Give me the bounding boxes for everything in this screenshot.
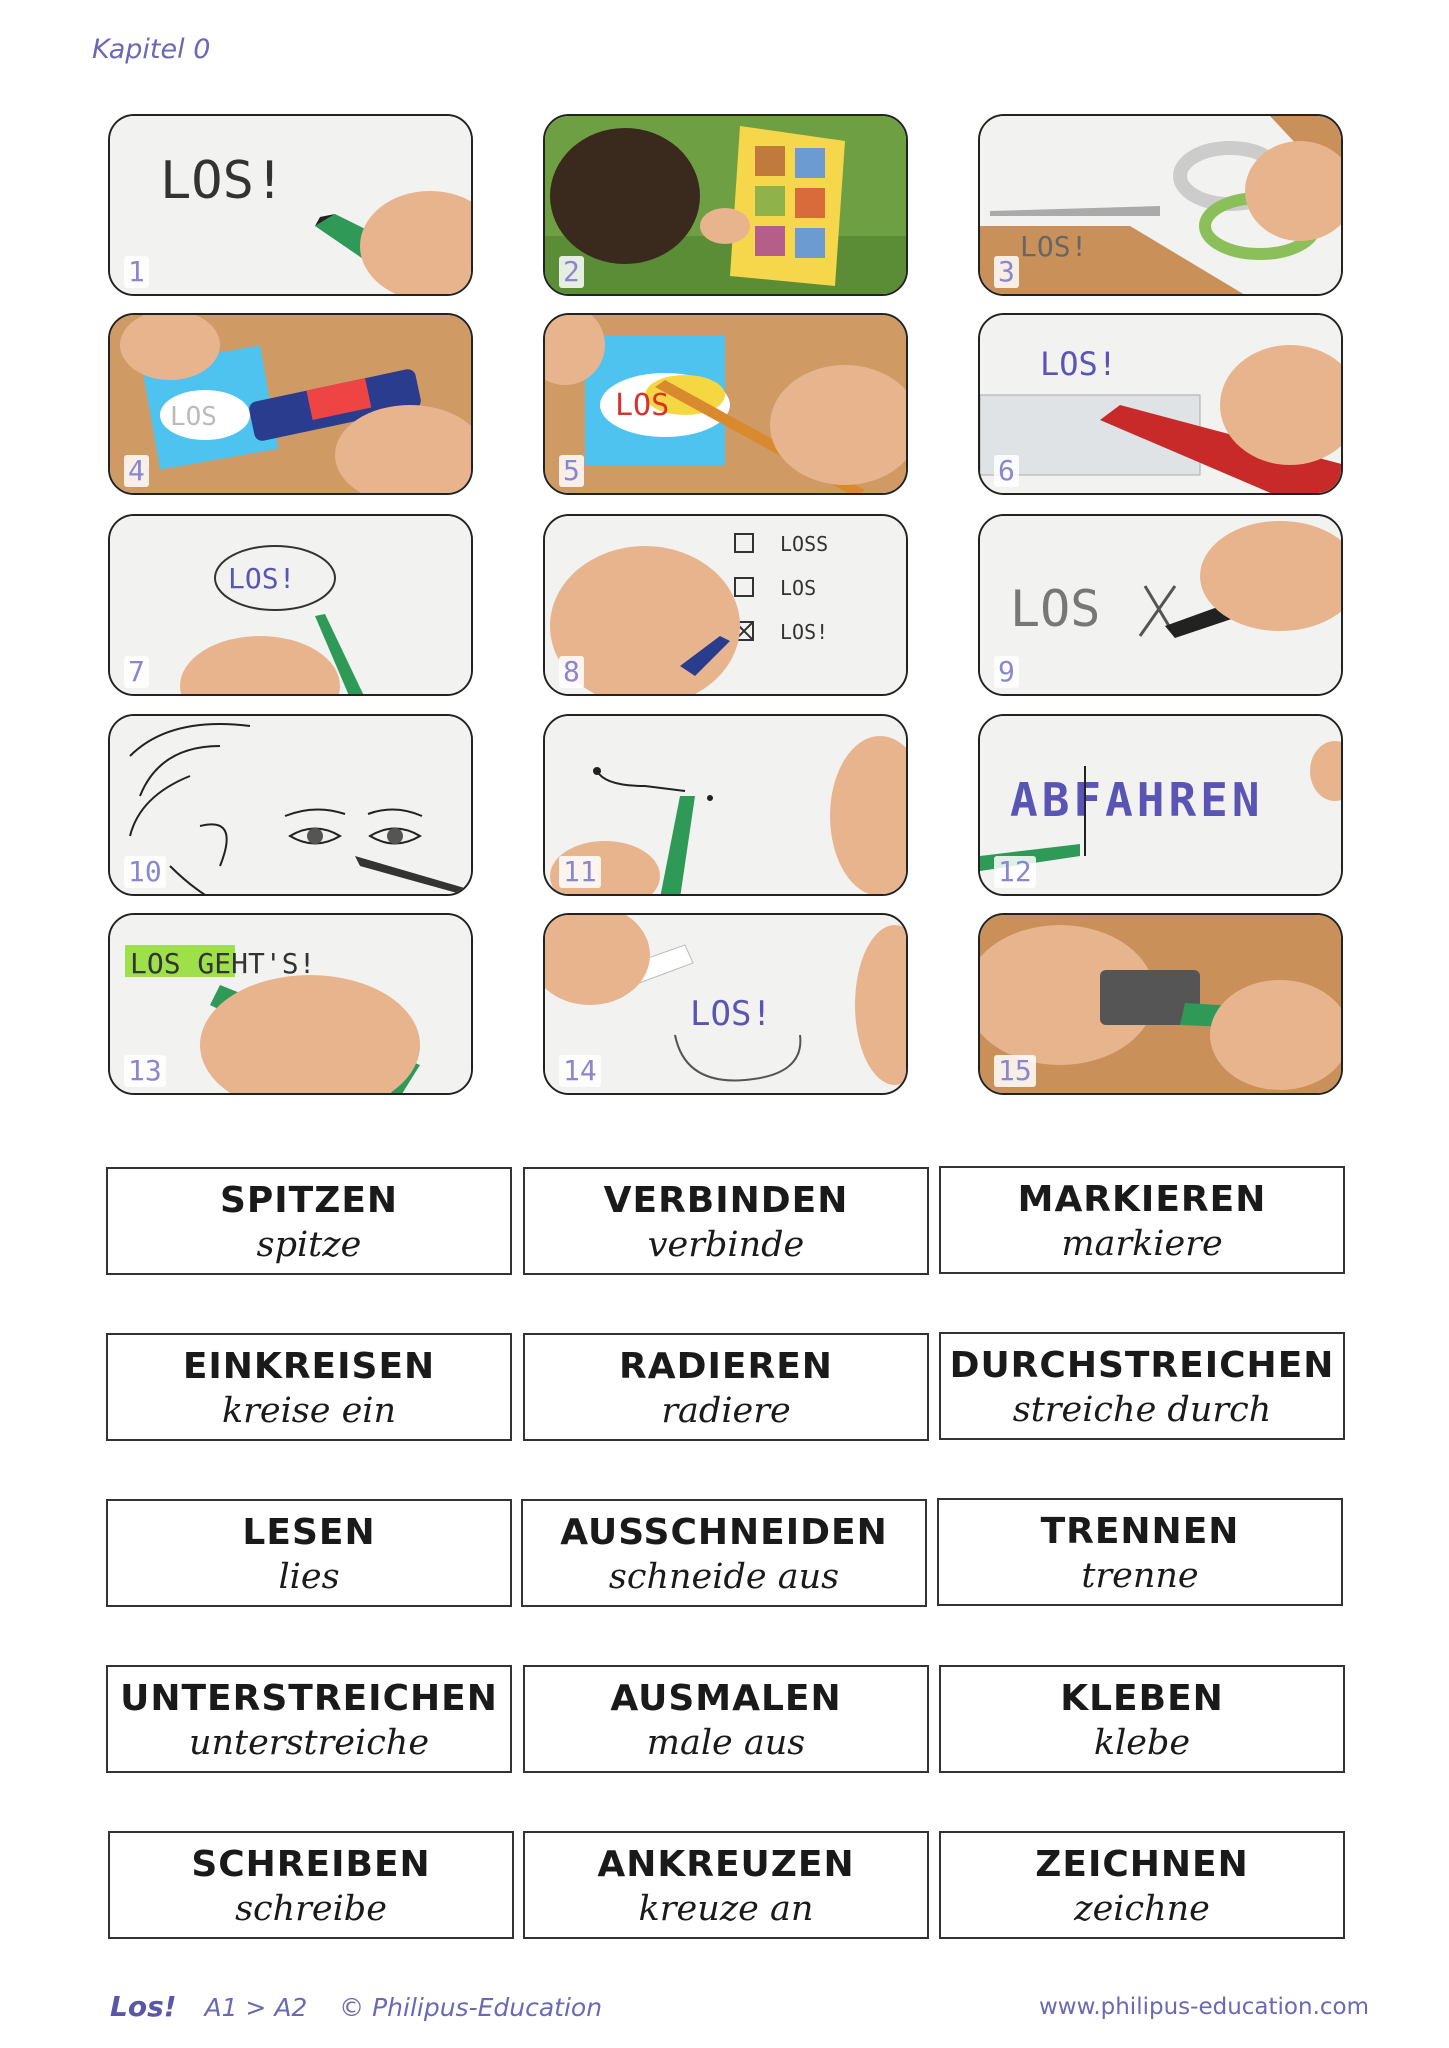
photo-5-written-word: LOS bbox=[615, 388, 670, 423]
verb-imperative: zeichne bbox=[1074, 1889, 1210, 1929]
verb-imperative: markiere bbox=[1061, 1224, 1223, 1264]
verb-card-verbinden bbox=[523, 1167, 929, 1275]
photo-4-illustration bbox=[110, 315, 473, 495]
photo-3-illustration bbox=[980, 116, 1343, 296]
photo-number: 5 bbox=[559, 455, 584, 487]
photo-8-option-3: LOS! bbox=[780, 620, 829, 644]
verb-card-durchstreichen bbox=[939, 1332, 1345, 1440]
photo-8-illustration bbox=[545, 516, 908, 696]
verb-card-zeichnen bbox=[939, 1831, 1345, 1939]
verb-imperative: lies bbox=[278, 1557, 340, 1597]
photo-number: 8 bbox=[559, 656, 584, 688]
verb-card-trennen bbox=[937, 1498, 1343, 1606]
verb-card-markieren bbox=[939, 1166, 1345, 1274]
photo-number: 6 bbox=[994, 455, 1019, 487]
photo-10-draw bbox=[108, 714, 473, 896]
photo-13-written-word: LOS GEHT'S! bbox=[130, 947, 316, 980]
verb-infinitive: KLEBEN bbox=[1060, 1678, 1224, 1719]
verb-imperative: streiche durch bbox=[1012, 1390, 1272, 1430]
verb-imperative: male aus bbox=[646, 1723, 806, 1763]
photo-number: 3 bbox=[994, 256, 1019, 288]
verb-infinitive: SPITZEN bbox=[219, 1180, 399, 1221]
verb-card-einkreisen bbox=[106, 1333, 512, 1441]
verb-infinitive: AUSMALEN bbox=[610, 1678, 842, 1719]
verb-infinitive: EINKREISEN bbox=[182, 1346, 436, 1387]
verb-card-schreiben bbox=[108, 1831, 514, 1939]
photo-14-written-word: LOS! bbox=[690, 994, 772, 1034]
verb-infinitive: DURCHSTREICHEN bbox=[949, 1345, 1335, 1386]
photo-number: 14 bbox=[559, 1055, 601, 1087]
verb-card-ausmalen bbox=[523, 1665, 929, 1773]
photo-1-write bbox=[108, 114, 473, 296]
photo-7-circle bbox=[108, 514, 473, 696]
photo-4-written-word: LOS bbox=[170, 402, 217, 432]
verb-imperative: trenne bbox=[1081, 1556, 1199, 1596]
photo-5-color bbox=[543, 313, 908, 495]
verb-card-ausschneiden bbox=[521, 1499, 927, 1607]
verb-imperative: kreuze an bbox=[638, 1889, 814, 1929]
footer-brand-logo: Los! bbox=[110, 1990, 177, 2023]
verb-infinitive: VERBINDEN bbox=[603, 1180, 849, 1221]
photo-number: 15 bbox=[994, 1055, 1036, 1087]
photo-number: 2 bbox=[559, 256, 584, 288]
photo-number: 11 bbox=[559, 856, 601, 888]
verb-imperative: schneide aus bbox=[608, 1557, 840, 1597]
photo-number: 9 bbox=[994, 656, 1019, 688]
verb-infinitive: ZEICHNEN bbox=[1035, 1844, 1249, 1885]
photo-number: 1 bbox=[124, 256, 149, 288]
photo-number: 12 bbox=[994, 856, 1036, 888]
verb-imperative: verbinde bbox=[647, 1225, 805, 1265]
verb-imperative: spitze bbox=[256, 1225, 362, 1265]
photo-9-written-word: LOS bbox=[1010, 580, 1101, 638]
photo-3-cut bbox=[978, 114, 1343, 296]
photo-6-illustration bbox=[980, 315, 1343, 495]
verb-infinitive: SCHREIBEN bbox=[191, 1844, 431, 1885]
photo-8-option-1: LOSS bbox=[780, 532, 829, 556]
verb-infinitive: LESEN bbox=[242, 1512, 376, 1553]
photo-6-underline bbox=[978, 313, 1343, 495]
photo-14-erase bbox=[543, 913, 908, 1095]
photo-13-highlight bbox=[108, 913, 473, 1095]
photo-2-illustration bbox=[545, 116, 908, 296]
verb-infinitive: ANKREUZEN bbox=[597, 1844, 855, 1885]
verb-infinitive: RADIEREN bbox=[619, 1346, 833, 1387]
verb-infinitive: AUSSCHNEIDEN bbox=[560, 1512, 888, 1553]
verb-card-kleben bbox=[939, 1665, 1345, 1773]
photo-number: 4 bbox=[124, 455, 149, 487]
verb-infinitive: TRENNEN bbox=[1040, 1511, 1240, 1552]
verb-card-unterstreichen bbox=[106, 1665, 512, 1773]
chapter-label: Kapitel 0 bbox=[92, 34, 211, 65]
photo-1-illustration bbox=[110, 116, 473, 296]
photo-12-separate bbox=[978, 714, 1343, 896]
photo-8-tick bbox=[543, 514, 908, 696]
photo-7-written-word: LOS! bbox=[228, 562, 296, 595]
verb-card-lesen bbox=[106, 1499, 512, 1607]
verb-card-ankreuzen bbox=[523, 1831, 929, 1939]
photo-1-written-word: LOS! bbox=[160, 151, 286, 211]
photo-7-illustration bbox=[110, 516, 473, 696]
photo-9-illustration bbox=[980, 516, 1343, 696]
photo-8-option-2: LOS bbox=[780, 576, 817, 600]
photo-15-sharpen bbox=[978, 913, 1343, 1095]
verb-card-radieren bbox=[523, 1333, 929, 1441]
photo-4-glue bbox=[108, 313, 473, 495]
footer-level: A1 > A2 bbox=[204, 1993, 308, 2022]
verb-imperative: unterstreiche bbox=[188, 1723, 430, 1763]
verb-imperative: klebe bbox=[1093, 1723, 1191, 1763]
verb-imperative: schreibe bbox=[235, 1889, 387, 1929]
footer-copyright: © Philipus-Education bbox=[339, 1993, 603, 2022]
photo-3-written-word: LOS! bbox=[1020, 230, 1088, 263]
photo-6-written-word: LOS! bbox=[1040, 345, 1118, 383]
verb-imperative: kreise ein bbox=[221, 1391, 397, 1431]
photo-5-illustration bbox=[545, 315, 908, 495]
verb-infinitive: MARKIEREN bbox=[1017, 1179, 1267, 1220]
verb-infinitive: UNTERSTREICHEN bbox=[120, 1678, 498, 1719]
photo-number: 10 bbox=[124, 856, 166, 888]
photo-number: 13 bbox=[124, 1055, 166, 1087]
photo-number: 7 bbox=[124, 656, 149, 688]
verb-card-spitzen bbox=[106, 1167, 512, 1275]
photo-9-cross-out bbox=[978, 514, 1343, 696]
photo-2-read bbox=[543, 114, 908, 296]
verb-imperative: radiere bbox=[661, 1391, 791, 1431]
photo-12-written-word: ABFAHREN bbox=[1010, 773, 1264, 827]
photo-11-connect bbox=[543, 714, 908, 896]
footer-website-link[interactable]: www.philipus-education.com bbox=[1039, 1994, 1369, 2020]
footer-left bbox=[110, 1990, 602, 2023]
